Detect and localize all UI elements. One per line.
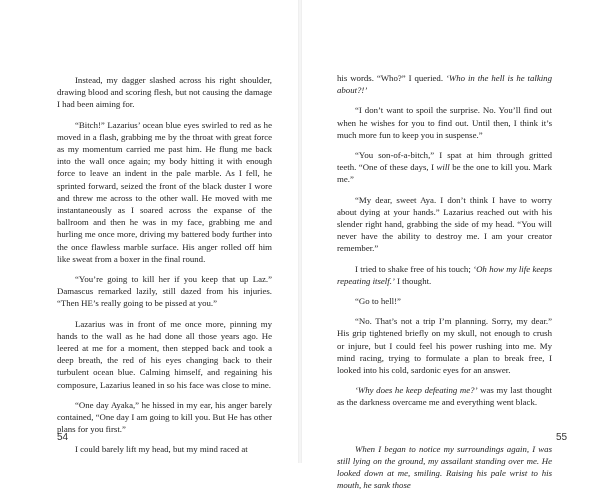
paragraph: “No. That’s not a trip I’m planning. Sorry, my dear.” His grip tightened briefly on my skull, not enough to crush or injure, but I could feel his power rushing into me. My mind racing, trying to formulate a plan to break free, I looked into his cold, sardonic eyes for an answer. bbox=[337, 316, 552, 376]
page-number: 54 bbox=[57, 432, 69, 443]
paragraph bbox=[337, 149, 552, 186]
italic-thought: ‘Who in the hell is he talking about?!’ bbox=[337, 73, 552, 96]
left-page-text bbox=[57, 74, 272, 464]
paragraph: “You’re going to kill her if you keep that up Laz.” Damascus remarked lazily, still dazed from his injuries. “Then HE’s really going to be pissed at you.” bbox=[57, 274, 272, 309]
paragraph: “Go to hell!” bbox=[355, 296, 401, 307]
paragraph: “Bitch!” Lazarius’ ocean blue eyes swirled to red as he moved in a flash, grabbing me by the throat with great force as my momentum carried me past him. He flung me back into the wall once again; my body hitting it with enough force to leave an indent in the pale marble. As I fell, he sprinted forward, seized the front of the black duster I wore and threw me across to the other wall. He moved with me instantaneously as I soared across the expanse of the ballroom and then he was in my face, grabbing me and hurling me once more, driving my battered body further into the once flawless marble surface. His anger rolled off him like sweat from a boxer in the final round. bbox=[57, 119, 272, 264]
paragraph: Lazarius was in front of me once more, pinning my hands to the wall as he had done all those years ago. He leered at me for a moment, then stepped back and took a deep breath, the red of his eyes changing back to their turbulent ocean blue. Calming himself, and regaining his composure, Lazarius leaned in so his face was close to mine. bbox=[57, 318, 272, 390]
italic-emphasis: will bbox=[436, 162, 450, 173]
italic-thought: ‘Why does he keep defeating me?’ bbox=[355, 385, 478, 396]
italic-thought: ‘Oh how my life keeps repeating itself.’ bbox=[337, 263, 552, 286]
text-run: I tried to shake free of his touch; bbox=[355, 263, 474, 274]
paragraph: “One day Ayaka,” he hissed in my ear, his anger barely contained, “One day I am going to kill you. But He has other plans for you first.” bbox=[57, 399, 272, 435]
paragraph: “My dear, sweet Aya. I don’t think I have to worry about dying at your hands.” Lazarius reached out with his slender right hand, grabbing the side of my head. “You will never have the ability to destroy me. I am your creator remember.” bbox=[337, 194, 552, 254]
scene-break bbox=[337, 417, 552, 443]
paragraph bbox=[337, 384, 552, 408]
left-page bbox=[0, 0, 298, 463]
text-run: was my last thought as the darkness overcame me and everything went black. bbox=[337, 385, 552, 408]
text-run: I thought. bbox=[394, 275, 432, 286]
text-run: his words. “Who?” I queried. bbox=[337, 73, 446, 83]
paragraph: When I began to notice my surroundings again, I was still lying on the ground, my assailant standing over me. He looked down at me, smiling. Raising his pale wrist to his mouth, he sank those bbox=[337, 443, 552, 491]
paragraph: Instead, my dagger slashed across his right shoulder, drawing blood and scoring flesh, but not causing the damage I had been aiming for. bbox=[57, 75, 272, 110]
right-page bbox=[302, 0, 600, 491]
paragraph: “I don’t want to spoil the surprise. No. You’ll find out when he wishes for you to find out. Until then, I think it’s much more fun to keep you in suspense.” bbox=[337, 105, 552, 140]
page-number: 55 bbox=[556, 432, 568, 443]
text-run: be the one to kill you. Mark me.” bbox=[337, 162, 552, 185]
paragraph bbox=[337, 263, 552, 287]
text-run: “You son-of-a-bitch,” I spat at him through gritted teeth. “One of these days, I bbox=[337, 150, 552, 173]
paragraph bbox=[337, 72, 552, 96]
right-page-text bbox=[337, 72, 552, 499]
paragraph: I could barely lift my head, but my mind raced at bbox=[75, 444, 248, 455]
